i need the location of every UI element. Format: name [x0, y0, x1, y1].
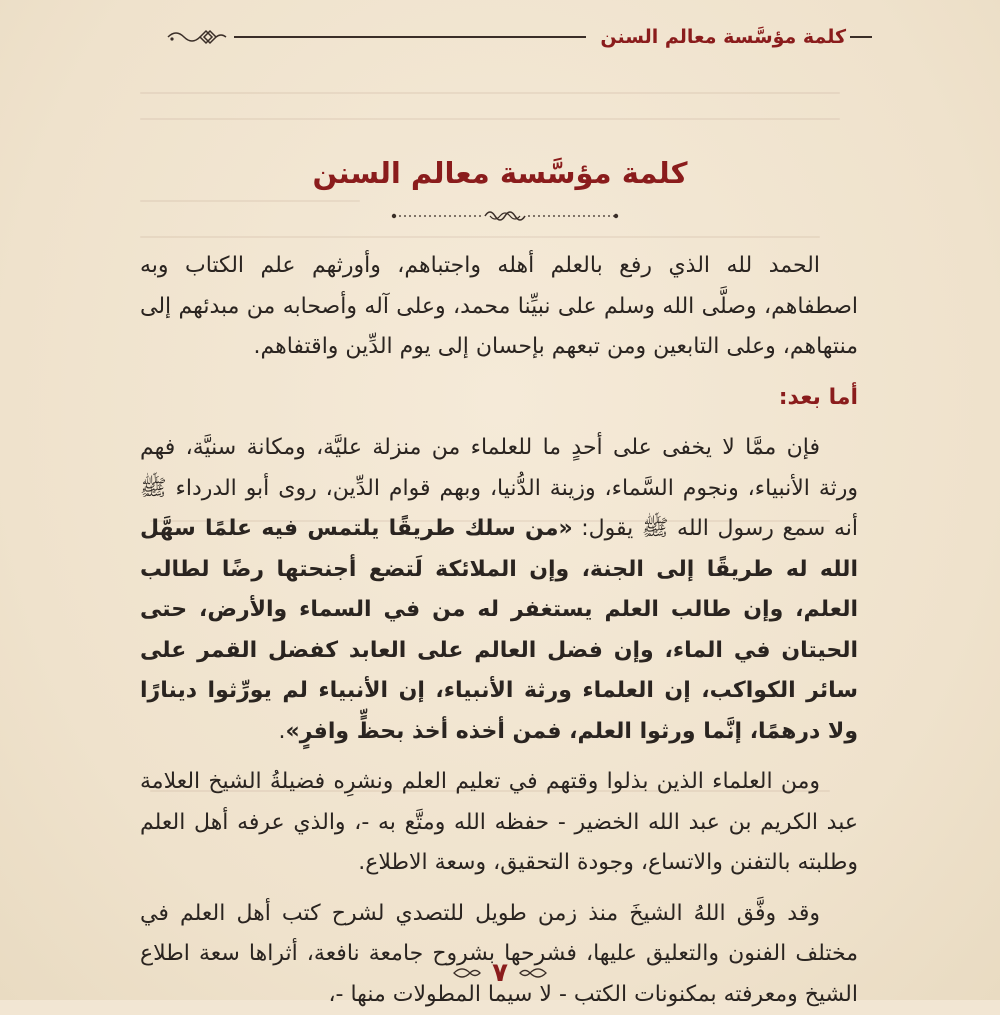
bleed-through	[140, 236, 820, 238]
header-ornament-icon	[166, 25, 228, 49]
paragraph-intro: فإن ممَّا لا يخفى على أحدٍ ما للعلماء من منزلة عليَّة، ومكانة سنيَّة، فهم ورثة الأنبياء، ونجوم السَّماء، وزينة الدُّنيا، وبهم قوام الدِّين، روى أبو الدرداء ﷺ أنه سمع رسول الله ﷺ يقول:	[140, 435, 858, 541]
opening-paragraph: الحمد لله الذي رفع بالعلم أهله واجتباهم، وأورثهم علم الكتاب وبه اصطفاهم، وصلَّى الله وسلم على نبيِّنا محمد، وعلى آله وأصحابه من مبدئهم إلى منتهاهم، وعلى التابعين ومن تبعهم بإحسان إلى يوم الدِّين واقتفاهم.	[140, 246, 858, 368]
running-header	[166, 22, 872, 52]
commentary-paragraph: وقد وفَّق اللهُ الشيخَ منذ زمن طويل للتصدي لشرح كتب أهل العلم في مختلف الفنون والتعليق عليها، فشرحها بشروح جامعة نافعة، أثراها سعة اطلاع الشيخ ومعرفته بمكنونات الكتب - لا سيما المطولات منها -،	[140, 894, 858, 1015]
header-rule	[234, 36, 586, 38]
page-title: كلمة مؤسَّسة معالم السنن	[0, 156, 1000, 190]
page-footer	[0, 958, 1000, 988]
footer-ornament-left-icon	[518, 962, 548, 984]
bleed-through	[140, 92, 840, 94]
page-number: ٧	[492, 958, 508, 988]
section-label: أما بعد:	[140, 378, 858, 419]
hadith-quote: «من سلك طريقًا يلتمس فيه علمًا سهَّل الله له طريقًا إلى الجنة، وإن الملائكة لَتضع أجنحتها رضًا لطالب العلم، وإن طالب العلم يستغفر له من في السماء والأرض، حتى الحيتان في الماء، وإن فضل العالم على العابد كفضل القمر على سائر الكواكب، إن العلماء ورثة الأنبياء، إن الأنبياء لم يورِّثوا دينارًا ولا درهمًا، إنَّما ورثوا العلم، فمن أخذه أخذ بحظٍّ وافرٍ»	[140, 516, 858, 744]
bleed-through	[140, 118, 840, 120]
footer-ornament-right-icon	[452, 962, 482, 984]
running-header-title: كلمة مؤسَّسة معالم السنن	[592, 26, 846, 48]
scholar-paragraph: ومن العلماء الذين بذلوا وقتهم في تعليم العلم ونشرِه فضيلةُ الشيخ العلامة عبد الكريم بن عبد الله الخضير - حفظه الله ومتَّع به -، والذي عرفه أهل العلم وطلبته بالتفنن والاتساع، وجودة التحقيق، وسعة الاطلاع.	[140, 762, 858, 884]
hadith-paragraph	[140, 428, 858, 752]
header-dash	[850, 36, 872, 38]
paragraph-end: .	[279, 719, 286, 744]
title-divider-ornament-icon	[390, 202, 620, 226]
body-text	[140, 246, 858, 1015]
bleed-through	[140, 200, 360, 202]
